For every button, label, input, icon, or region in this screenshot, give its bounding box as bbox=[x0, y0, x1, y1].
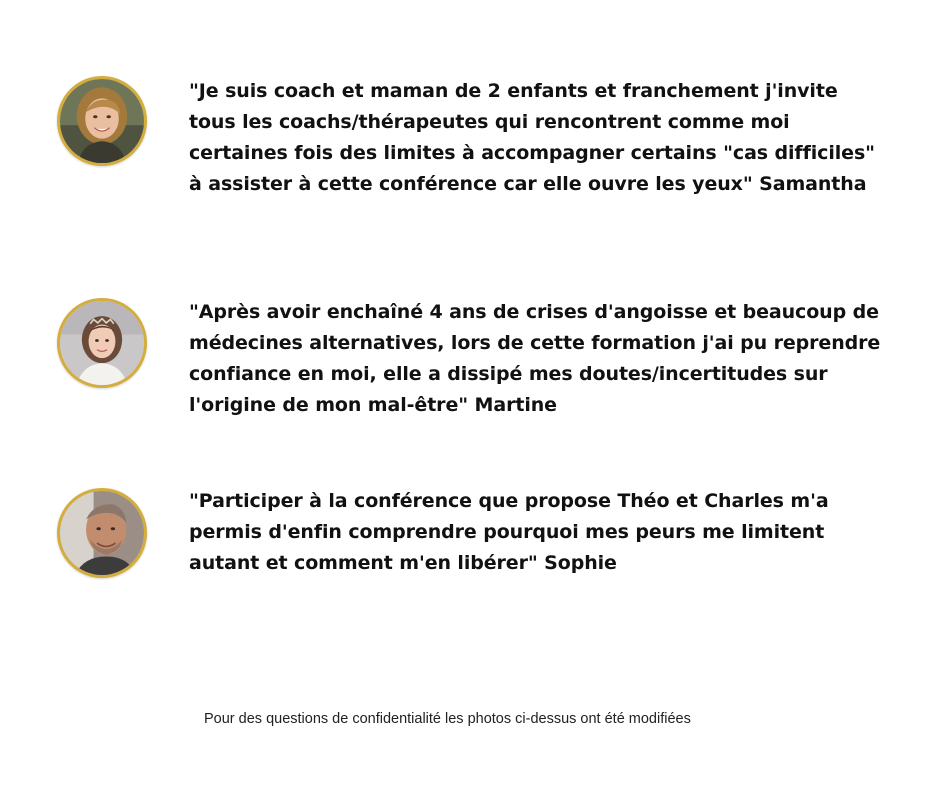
privacy-footnote: Pour des questions de confidentialité les photos ci-dessus ont été modifiées bbox=[204, 711, 691, 727]
testimonial-text: "Après avoir enchaîné 4 ans de crises d'angoisse et beaucoup de médecines alternatives, lors de cette formation j'ai pu reprendre confiance en moi, elle a dissipé mes doutes/incertitudes sur l'origine de mon mal-être" Martine bbox=[189, 301, 881, 416]
young-woman-portrait-icon bbox=[60, 301, 144, 385]
testimonial-text: "Participer à la conférence que propose Théo et Charles m'a permis d'enfin comprendre pourquoi mes peurs me limitent autant et comment m'en libérer" Sophie bbox=[189, 490, 829, 574]
avatar bbox=[57, 298, 147, 388]
testimonial-text: "Je suis coach et maman de 2 enfants et franchement j'invite tous les coachs/thérapeutes qui rencontrent comme moi certaines fois des limites à accompagner certains "cas difficiles" à assister à cette conférence car elle ouvre les yeux" Samantha bbox=[189, 80, 875, 195]
man-portrait-icon bbox=[60, 491, 144, 575]
avatar bbox=[57, 76, 147, 166]
woman-portrait-icon bbox=[60, 79, 144, 163]
avatar bbox=[57, 488, 147, 578]
